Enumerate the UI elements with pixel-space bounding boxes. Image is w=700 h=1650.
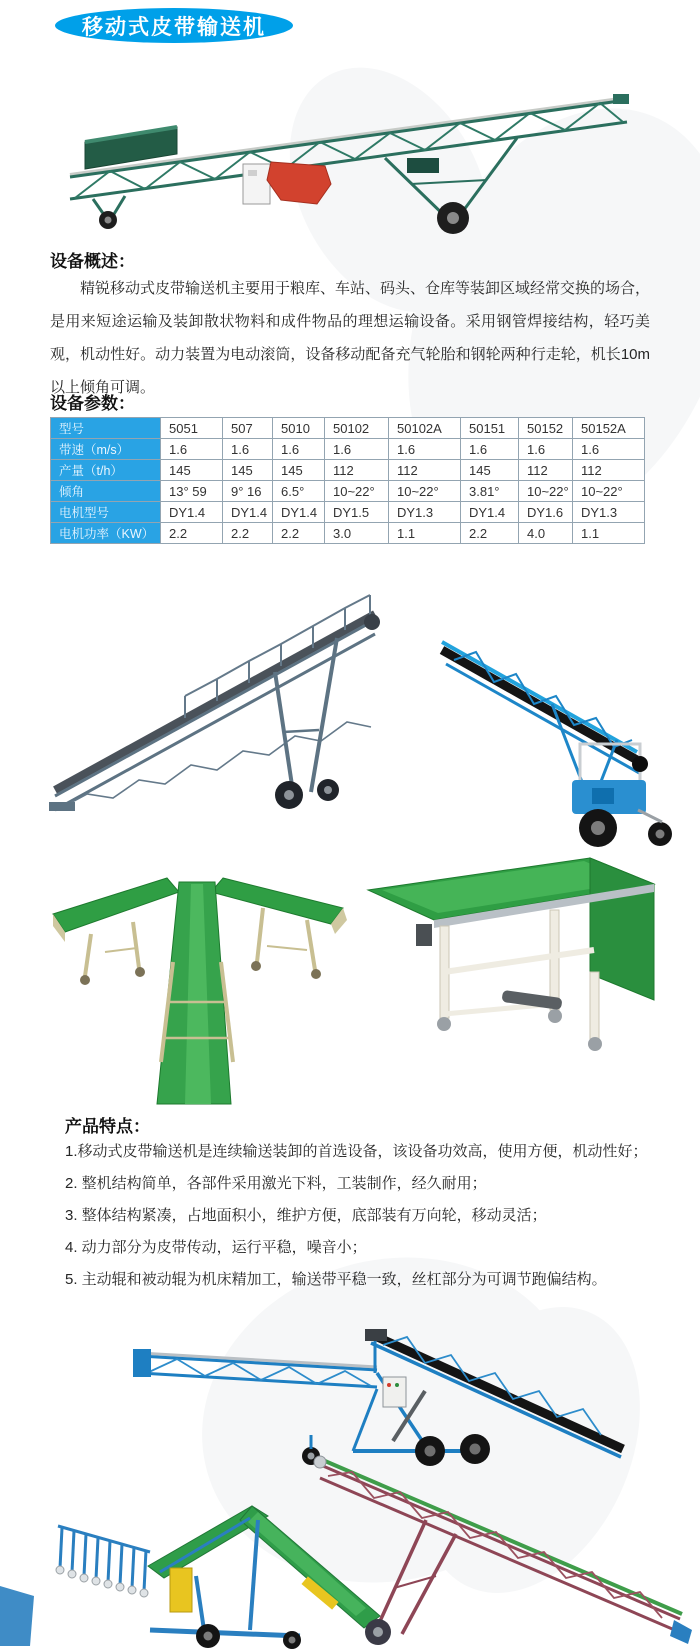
param-row-header: 电机功率（KW） bbox=[51, 523, 161, 544]
param-cell: 112 bbox=[519, 460, 573, 481]
param-cell: 10~22° bbox=[519, 481, 573, 502]
parameters-table-row bbox=[51, 439, 645, 460]
param-cell: 3.0 bbox=[325, 523, 389, 544]
parameters-table-row bbox=[51, 418, 645, 439]
parameters-table-row bbox=[51, 523, 645, 544]
feature-item: 5. 主动辊和被动辊为机床精加工，输送带平稳一致，丝杠部分为可调节跑偏结构。 bbox=[65, 1271, 607, 1288]
param-cell: 1.1 bbox=[573, 523, 645, 544]
green-v-belt-conveyors-photo bbox=[45, 842, 357, 1118]
tractor-mounted-conveyor-photo bbox=[432, 612, 694, 852]
parameters-table-row bbox=[51, 502, 645, 523]
param-cell: 2.2 bbox=[161, 523, 223, 544]
param-cell: 5010 bbox=[273, 418, 325, 439]
param-row-header: 带速（m/s） bbox=[51, 439, 161, 460]
param-cell: 50102 bbox=[325, 418, 389, 439]
param-cell: 1.1 bbox=[389, 523, 461, 544]
param-cell: 13° 59 bbox=[161, 481, 223, 502]
param-cell: 1.6 bbox=[273, 439, 325, 460]
param-cell: 112 bbox=[389, 460, 461, 481]
param-cell: DY1.3 bbox=[573, 502, 645, 523]
parameters-table-row bbox=[51, 481, 645, 502]
param-cell: 50152 bbox=[519, 418, 573, 439]
param-cell: DY1.4 bbox=[461, 502, 519, 523]
param-cell: DY1.4 bbox=[161, 502, 223, 523]
incline-conveyor-photo bbox=[25, 552, 425, 814]
param-cell: 1.6 bbox=[223, 439, 273, 460]
parameters-table bbox=[50, 417, 645, 544]
param-cell: 145 bbox=[223, 460, 273, 481]
param-cell: 50152A bbox=[573, 418, 645, 439]
param-cell: 10~22° bbox=[389, 481, 461, 502]
param-cell: DY1.4 bbox=[223, 502, 273, 523]
param-cell: 1.6 bbox=[573, 439, 645, 460]
parameters-heading: 设备参数： bbox=[50, 394, 135, 413]
param-cell: 50102A bbox=[389, 418, 461, 439]
param-cell: 10~22° bbox=[573, 481, 645, 502]
param-cell: 145 bbox=[161, 460, 223, 481]
param-cell: 145 bbox=[461, 460, 519, 481]
param-cell: 145 bbox=[273, 460, 325, 481]
param-row-header: 型号 bbox=[51, 418, 161, 439]
parameters-table-row bbox=[51, 460, 645, 481]
param-row-header: 产量（t/h） bbox=[51, 460, 161, 481]
parameters-table-body bbox=[51, 418, 645, 544]
features-heading: 产品特点： bbox=[65, 1117, 150, 1136]
param-cell: 1.6 bbox=[461, 439, 519, 460]
param-cell: 507 bbox=[223, 418, 273, 439]
param-row-header: 倾角 bbox=[51, 481, 161, 502]
param-cell: 112 bbox=[573, 460, 645, 481]
hero-green-truss-conveyor-photo bbox=[55, 72, 647, 237]
green-table-conveyor-photo bbox=[352, 832, 664, 1067]
param-cell: 2.2 bbox=[273, 523, 325, 544]
blue-articulated-conveyor-photo bbox=[125, 1293, 635, 1468]
param-cell: 112 bbox=[325, 460, 389, 481]
param-cell: DY1.6 bbox=[519, 502, 573, 523]
maroon-truss-conveyor-photo bbox=[290, 1448, 695, 1650]
param-cell: 9° 16 bbox=[223, 481, 273, 502]
param-cell: 1.6 bbox=[389, 439, 461, 460]
param-cell: DY1.5 bbox=[325, 502, 389, 523]
param-cell: 1.6 bbox=[325, 439, 389, 460]
overview-heading: 设备概述： bbox=[50, 252, 135, 271]
feature-item: 2. 整机结构简单，各部件采用激光下料，工装制作，经久耐用； bbox=[65, 1175, 487, 1192]
page-title: 移动式皮带输送机 bbox=[82, 15, 266, 39]
page-title-banner bbox=[55, 8, 293, 43]
param-cell: 3.81° bbox=[461, 481, 519, 502]
param-cell: 50151 bbox=[461, 418, 519, 439]
param-cell: 2.2 bbox=[461, 523, 519, 544]
feature-item: 1.移动式皮带输送机是连续输送装卸的首选设备，该设备功效高，使用方便，机动性好； bbox=[65, 1143, 648, 1160]
param-cell: 1.6 bbox=[519, 439, 573, 460]
param-cell: 2.2 bbox=[223, 523, 273, 544]
feature-item: 4. 动力部分为皮带传动，运行平稳，噪音小； bbox=[65, 1239, 367, 1256]
feature-item: 3. 整体结构紧凑，占地面积小，维护方便，底部装有万向轮，移动灵活； bbox=[65, 1207, 547, 1224]
param-cell: 10~22° bbox=[325, 481, 389, 502]
param-cell: DY1.4 bbox=[273, 502, 325, 523]
param-row-header: 电机型号 bbox=[51, 502, 161, 523]
features-list bbox=[65, 1142, 665, 1302]
param-cell: DY1.3 bbox=[389, 502, 461, 523]
param-cell: 6.5° bbox=[273, 481, 325, 502]
param-cell: 1.6 bbox=[161, 439, 223, 460]
param-cell: 4.0 bbox=[519, 523, 573, 544]
overview-paragraph: 精锐移动式皮带输送机主要用于粮库、车站、码头、仓库等装卸区域经常交换的场合，是用来短途运输及装卸散状物料和成件物品的理想运输设备。采用钢管焊接结构，轻巧美观，机动性好。动力装置为电动滚筒，设备移动配备充气轮胎和钢轮两种行走轮，机长10m以上倾角可调。 bbox=[50, 280, 651, 396]
param-cell: 5051 bbox=[161, 418, 223, 439]
